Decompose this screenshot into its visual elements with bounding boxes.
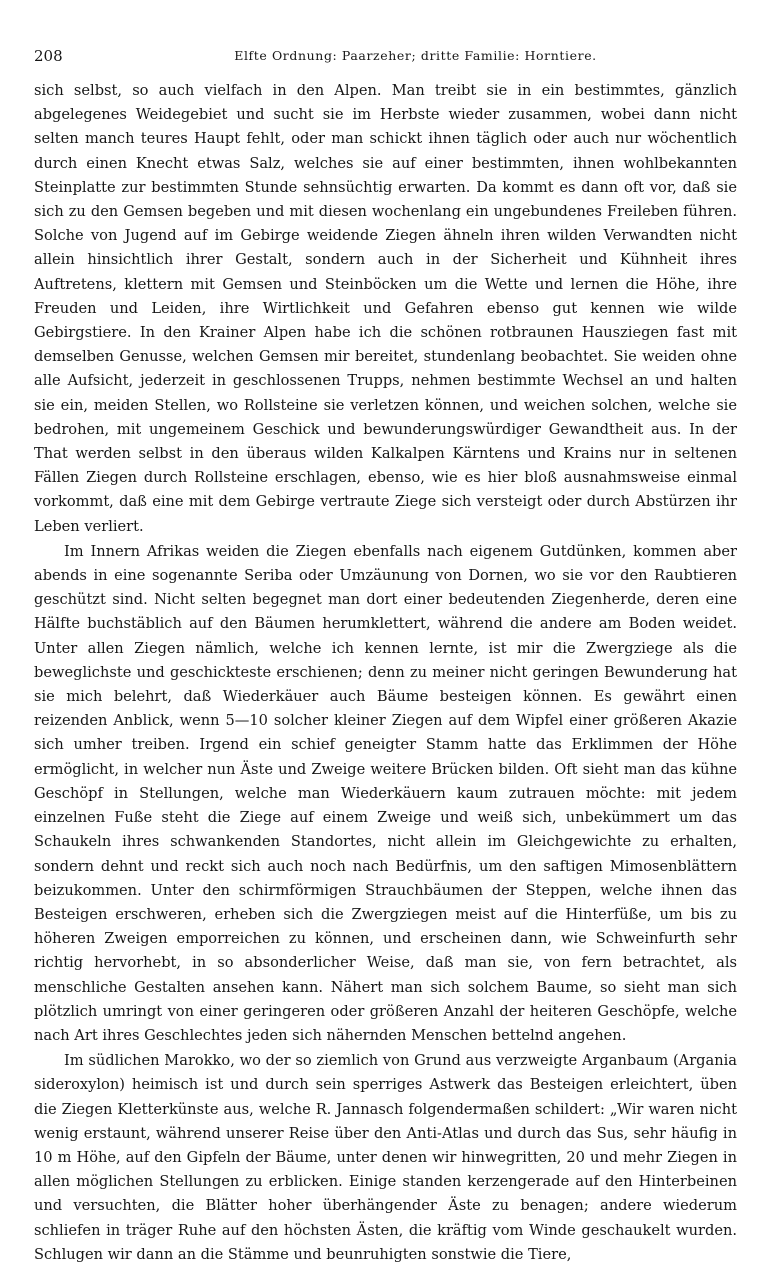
body-text	[34, 79, 737, 1267]
page-number: 208	[34, 47, 63, 65]
paragraph-continued: sich selbst, so auch vielfach in den Alpen. Man treibt sie in ein bestimmtes, gänzlich abgelegenes Weidegebiet und sucht sie im Herbste wieder zusammen, wobei dann nicht selten manch teures Haupt fehlt, oder man schickt ihnen täglich oder auch nur wöchentlich durch einen Knecht etwas Salz, welches sie auf einer bestimmten, ihnen wohlbekannten Steinplatte zur bestimmten Stunde sehnsüchtig erwarten. Da kommt es dann oft vor, daß sie sich zu den Gemsen begeben und mit diesen wochenlang ein ungebundenes Freileben führen. Solche von Jugend auf im Gebirge weidende Ziegen ähneln ihren wilden Verwandten nicht allein hinsichtlich ihrer Gestalt, sondern auch in der Sicherheit und Kühnheit ihres Auftretens, klettern mit Gemsen und Steinböcken um die Wette und lernen die Höhe, ihre Freuden und Leiden, ihre Wirtlichkeit und Gefahren ebenso gut kennen wie wilde Gebirgstiere. In den Krainer Alpen habe ich die schönen rotbraunen Hausziegen fast mit demselben Genusse, welchen Gemsen mir bereitet, stundenlang beobachtet. Sie weiden ohne alle Aufsicht, jederzeit in geschlossenen Trupps, nehmen bestimmte Wechsel an und halten sie ein, meiden Stellen, wo Rollsteine sie verletzen können, und weichen solchen, welche sie bedrohen, mit ungemeinem Geschick und bewunderungswürdiger Gewandtheit aus. In der That werden selbst in den überaus wilden Kalkalpen Kärntens und Krains nur in seltenen Fällen Ziegen durch Rollsteine erschlagen, ebenso, wie es hier bloß ausnahmsweise einmal vorkommt, daß eine mit dem Gebirge vertraute Ziege sich versteigt oder durch Abstürzen ihr Leben verliert.	[34, 82, 737, 535]
paragraph-morocco: Im südlichen Marokko, wo der so ziemlich von Grund aus verzweigte Arganbaum (Argania sideroxylon) heimisch ist und durch sein sperriges Astwerk das Besteigen erleichtert, üben die Ziegen Kletterkünste aus, welche R. Jannasch folgendermaßen schildert: „Wir waren nicht wenig erstaunt, während unserer Reise über den Anti-Atlas und durch das Sus, sehr häufig in 10 m Höhe, auf den Gipfeln der Bäume, unter denen wir hinwegritten, 20 und mehr Ziegen in allen möglichen Stellungen zu erblicken. Einige standen kerzengerade auf den Hinterbeinen und versuchten, die Blätter hoher überhängender Äste zu benagen; andere wiederum schliefen in träger Ruhe auf den höchsten Ästen, die kräftig vom Winde geschaukelt wurden. Schlugen wir dann an die Stämme und beunruhigten sonstwie die Tiere,	[34, 1052, 737, 1263]
page-header	[34, 44, 737, 68]
running-head: Elfte Ordnung: Paarzeher; dritte Familie: Horntiere.	[234, 48, 597, 63]
paragraph-africa: Im Innern Afrikas weiden die Ziegen ebenfalls nach eigenem Gutdünken, kommen aber abends in eine sogenannte Seriba oder Umzäunung von Dornen, wo sie vor den Raubtieren geschützt sind. Nicht selten begegnet man dort einer bedeutenden Ziegenherde, deren eine Hälfte buchstäblich auf den Bäumen herumklettert, während die andere am Boden weidet. Unter allen Ziegen nämlich, welche ich kennen lernte, ist mir die Zwergziege als die beweglichste und geschickteste erschienen; denn zu meiner nicht geringen Bewunderung hat sie mich belehrt, daß Wiederkäuer auch Bäume besteigen können. Es gewährt einen reizenden Anblick, wenn 5—10 solcher kleiner Ziegen auf dem Wipfel einer größeren Akazie sich umher treiben. Irgend ein schief geneigter Stamm hatte das Erklimmen der Höhe ermöglicht, in welcher nun Äste und Zweige weitere Brücken bilden. Oft sieht man das kühne Geschöpf in Stellungen, welche man Wiederkäuern kaum zutrauen möchte: mit jedem einzelnen Fuße steht die Ziege auf einem Zweige und weiß sich, unbekümmert um das Schaukeln ihres schwankenden Standortes, nicht allein im Gleichgewichte zu erhalten, sondern dehnt und reckt sich auch noch nach Bedürfnis, um den saftigen Mimosenblättern beizukommen. Unter den schirmförmigen Strauchbäumen der Steppen, welche ihnen das Besteigen erschweren, erheben sich die Zwergziegen meist auf die Hinterfüße, um bis zu höheren Zweigen emporreichen zu können, und erscheinen dann, wie Schweinfurth sehr richtig hervorhebt, in so absonderlicher Weise, daß man sie, von fern betrachtet, als menschliche Gestalten ansehen kann. Nähert man sich solchem Baume, so sieht man sich plötzlich umringt von einer geringeren oder größeren Anzahl der heiteren Geschöpfe, welche nach Art ihres Geschlechtes jeden sich nähernden Menschen bettelnd angehen.	[34, 542, 737, 1044]
